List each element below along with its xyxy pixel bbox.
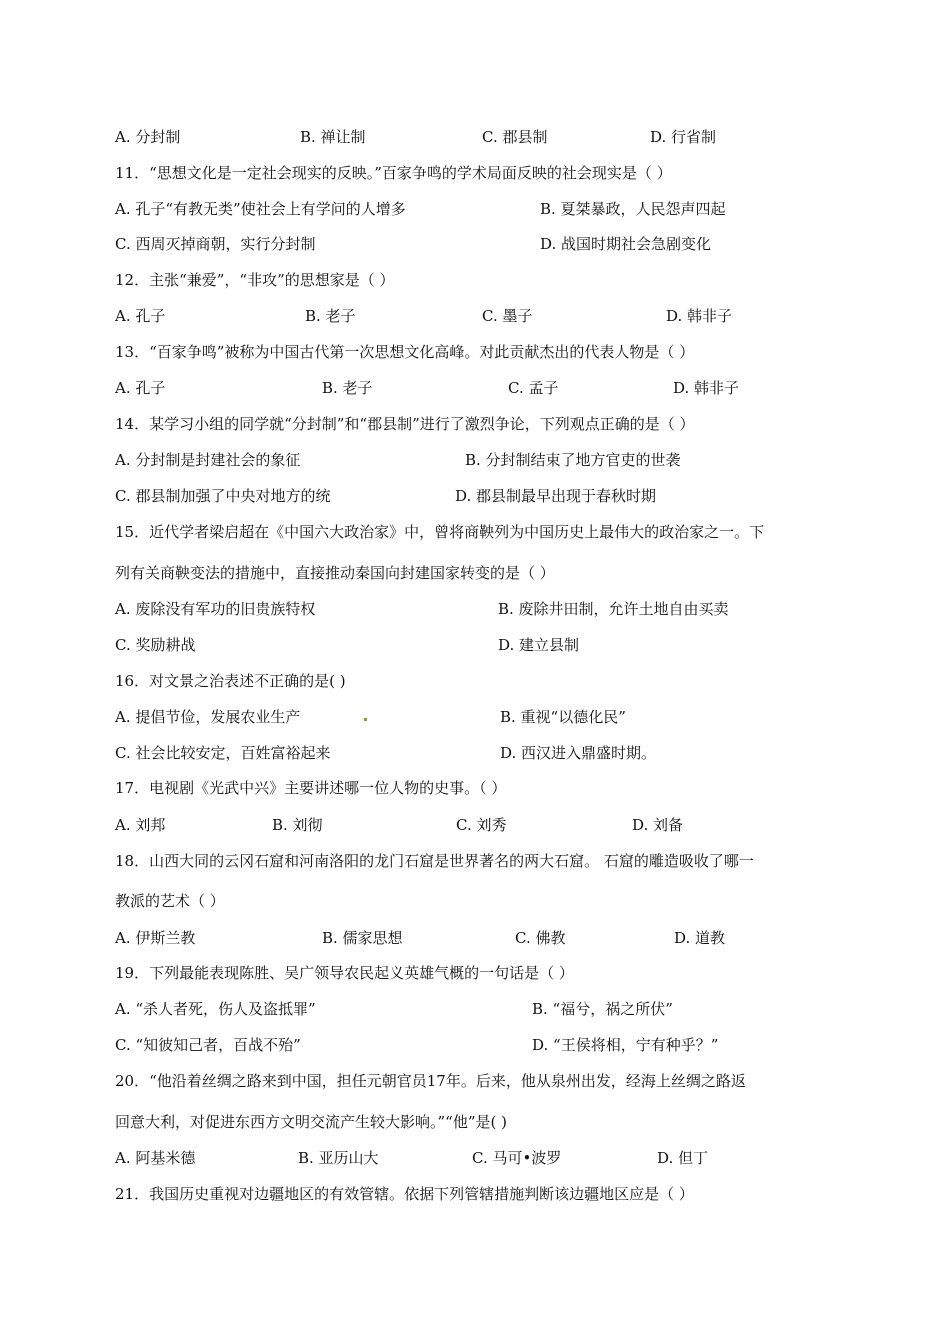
q11-stem: 11．“思想文化是一定社会现实的反映。”百家争鸣的学术局面反映的社会现实是（ ） [115, 164, 672, 182]
q14-option-d: D. 郡县制最早出现于春秋时期 [455, 487, 657, 505]
q11-option-b: B. 夏桀暴政，人民怨声四起 [540, 200, 726, 218]
q16-option-d: D. 西汉进入鼎盛时期。 [500, 744, 657, 762]
q15-option-a: A. 废除没有军功的旧贵族特权 [115, 600, 316, 618]
q20-stem-line1: 20．“他沿着丝绸之路来到中国，担任元朝官员17年。后来，他从泉州出发，经海上丝绸之路返 [115, 1072, 746, 1090]
q16-option-a: A. 提倡节俭，发展农业生产 [115, 708, 301, 726]
q20-option-b: B. 亚历山大 [298, 1149, 379, 1167]
q17-option-a: A. 刘邦 [115, 816, 166, 834]
q12-option-a: A. 孔子 [115, 307, 166, 325]
q10-option-b: B. 禅让制 [300, 128, 366, 146]
q11-option-d: D. 战国时期社会急剧变化 [540, 235, 712, 253]
q11-option-a: A. 孔子“有教无类”使社会上有学问的人增多 [115, 200, 406, 218]
q14-option-c: C. 郡县制加强了中央对地方的统 [115, 487, 331, 505]
q10-option-c: C. 郡县制 [482, 128, 548, 146]
q19-option-b: B. “福兮，祸之所伏” [532, 1000, 673, 1018]
q20-option-a: A. 阿基米德 [115, 1149, 196, 1167]
q15-option-d: D. 建立县制 [498, 636, 580, 654]
q18-stem-line1: 18．山西大同的云冈石窟和河南洛阳的龙门石窟是世界著名的两大石窟。 石窟的雕造吸收了哪一 [115, 852, 754, 870]
q12-option-d: D. 韩非子 [666, 307, 733, 325]
q14-stem: 14．某学习小组的同学就“分封制”和“郡县制”进行了激烈争论，下列观点正确的是（ ） [115, 415, 695, 433]
q15-stem-line2: 列有关商鞅变法的措施中，直接推动秦国向封建国家转变的是（ ） [115, 564, 555, 582]
q20-option-d: D. 但丁 [657, 1149, 709, 1167]
q19-stem: 19．下列最能表现陈胜、吴广领导农民起义英雄气概的一句话是（ ） [115, 964, 574, 982]
q15-option-c: C. 奖励耕战 [115, 636, 196, 654]
q13-option-c: C. 孟子 [508, 379, 559, 397]
q21-stem: 21．我国历史重视对边疆地区的有效管辖。依据下列管辖措施判断该边疆地区应是（ ） [115, 1185, 694, 1203]
q17-stem: 17．电视剧《光武中兴》主要讲述哪一位人物的史事。（ ） [115, 779, 507, 797]
q19-option-c: C. “知彼知己者，百战不殆” [115, 1036, 301, 1054]
q13-option-b: B. 老子 [322, 379, 373, 397]
q19-option-d: D. “王侯将相，宁有种乎？” [532, 1036, 719, 1054]
q18-option-b: B. 儒家思想 [322, 929, 403, 947]
q13-stem: 13．“百家争鸣”被称为中国古代第一次思想文化高峰。对此贡献杰出的代表人物是（ ） [115, 343, 695, 361]
q10-option-d: D. 行省制 [650, 128, 717, 146]
q17-option-d: D. 刘备 [632, 816, 684, 834]
q11-option-c: C. 西周灭掉商朝，实行分封制 [115, 235, 316, 253]
q16-stem: 16．对文景之治表述不正确的是( ) [115, 672, 346, 690]
q17-option-b: B. 刘彻 [272, 816, 323, 834]
q15-option-b: B. 废除井田制，允许土地自由买卖 [498, 600, 729, 618]
q20-stem-line2: 回意大利，对促进东西方文明交流产生较大影响。”“他”是( ) [115, 1113, 507, 1131]
stray-mark [364, 718, 367, 721]
q16-option-c: C. 社会比较安定，百姓富裕起来 [115, 744, 331, 762]
q10-option-a: A. 分封制 [115, 128, 181, 146]
q17-option-c: C. 刘秀 [456, 816, 507, 834]
q16-option-b: B. 重视“以德化民” [500, 708, 626, 726]
q15-stem-line1: 15．近代学者梁启超在《中国六大政治家》中，曾将商鞅列为中国历史上最伟大的政治家之一。下 [115, 523, 765, 541]
q14-option-b: B. 分封制结束了地方官吏的世袭 [465, 451, 681, 469]
q13-option-d: D. 韩非子 [673, 379, 740, 397]
q14-option-a: A. 分封制是封建社会的象征 [115, 451, 301, 469]
q18-option-d: D. 道教 [674, 929, 726, 947]
q12-stem: 12．主张“兼爱”，“非攻”的思想家是（ ） [115, 271, 395, 289]
q13-option-a: A. 孔子 [115, 379, 166, 397]
q18-option-c: C. 佛教 [515, 929, 566, 947]
q18-option-a: A. 伊斯兰教 [115, 929, 196, 947]
q19-option-a: A. “杀人者死，伤人及盗抵罪” [115, 1000, 316, 1018]
q20-option-c: C. 马可•波罗 [472, 1149, 562, 1167]
q12-option-c: C. 墨子 [482, 307, 533, 325]
q18-stem-line2: 教派的艺术（ ） [115, 892, 225, 910]
q12-option-b: B. 老子 [305, 307, 356, 325]
